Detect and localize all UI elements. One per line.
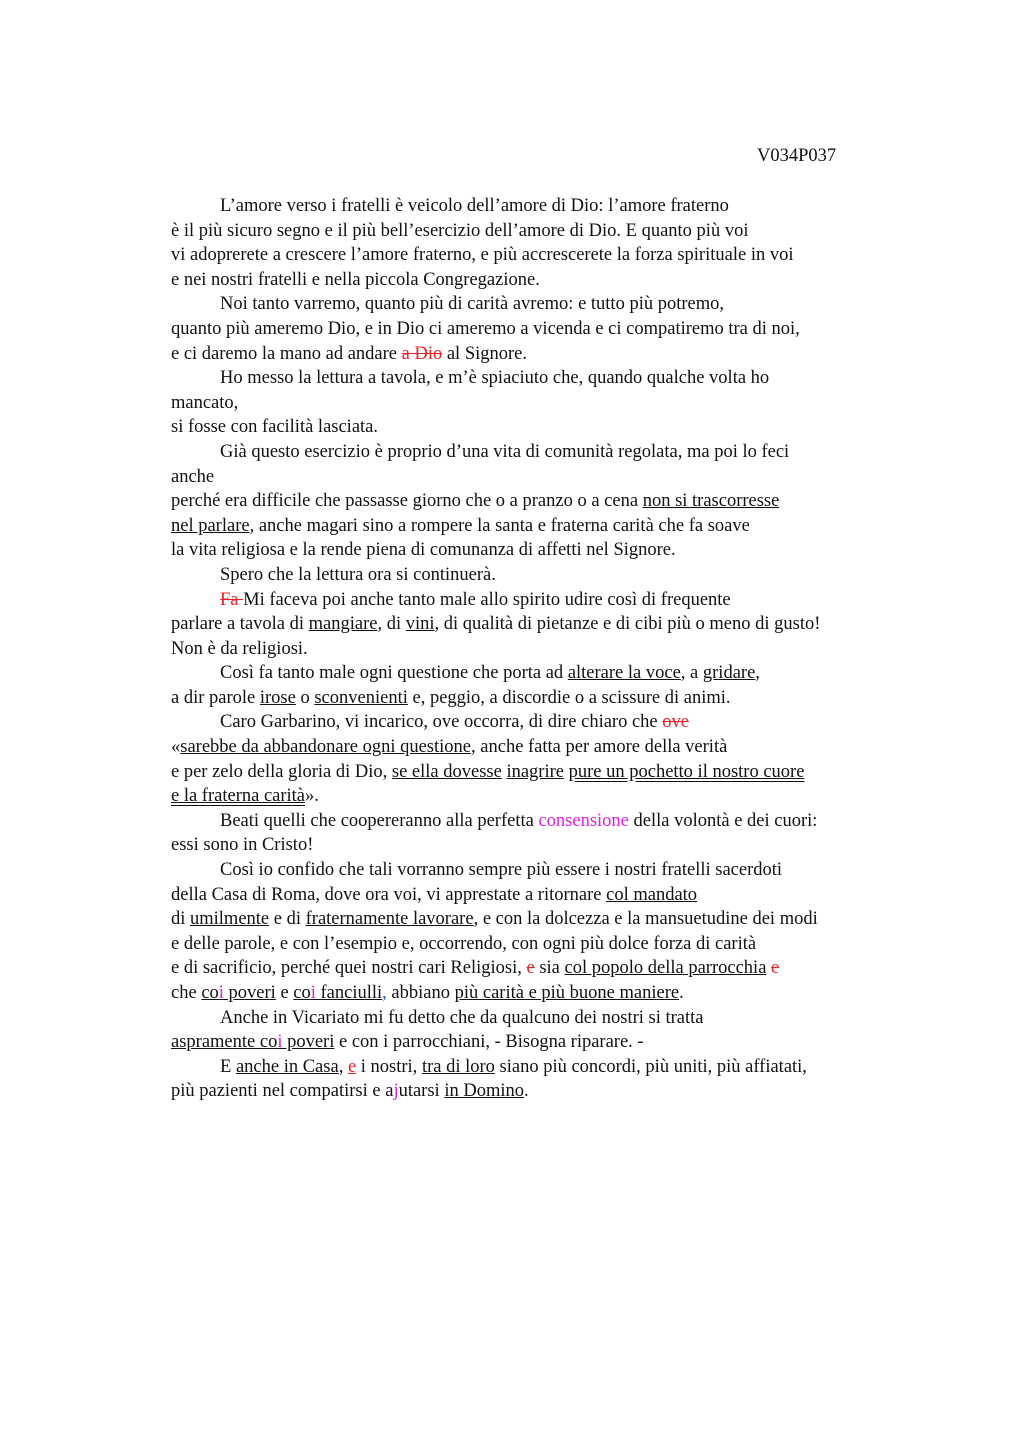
text-line: Anche in Vicariato mi fu detto che da qualcuno dei nostri si tratta <box>220 1007 704 1028</box>
deleted-text: ove <box>662 712 689 733</box>
text-line: di umilmente e di fraternamente lavorare, e con la dolcezza e la mansuetudine dei modi <box>171 909 818 930</box>
text-line: «sarebbe da abbandonare ogni questione, anche fatta per amore della verità <box>171 737 728 758</box>
highlighted-word: consensione <box>538 810 629 831</box>
text-line: Caro Garbarino, vi incarico, ove occorra, di dire chiaro che ove <box>220 712 689 733</box>
text-line: Fa Mi faceva poi anche tanto male allo spirito udire così di frequente <box>220 589 731 610</box>
double-underlined-text: e la fraterna carità <box>171 786 306 807</box>
text-line: e delle parole, e con l’esempio e, occorrendo, con ogni più dolce forza di carità <box>171 933 757 954</box>
text-line: Ho messo la lettura a tavola, e m’è spiaciuto che, quando qualche volta ho <box>220 368 770 389</box>
text-line: la vita religiosa e la rende piena di comunanza di affetti nel Signore. <box>171 540 676 561</box>
underlined-text: sarebbe da abbandonare ogni questione <box>180 737 472 758</box>
underlined-text: anche in Casa <box>235 1056 339 1077</box>
underlined-text: umilmente <box>190 909 270 930</box>
text-line: E anche in Casa, e i nostri, tra di loro siano più concordi, più uniti, più affiatati, <box>220 1056 807 1077</box>
text-line: è il più sicuro segno e il più bell’esercizio dell’amore di Dio. E quanto più voi <box>171 220 749 241</box>
text-line: Spero che la lettura ora si continuerà. <box>220 564 496 585</box>
underlined-text: irose <box>259 687 296 708</box>
text-line: Noi tanto varremo, quanto più di carità avremo: e tutto più potremo, <box>220 294 724 315</box>
underlined-text: non si trascorresse <box>642 491 780 512</box>
underlined-text: mangiare <box>308 614 378 635</box>
text-line: e per zelo della gloria di Dio, se ella dovesse inagrire pure un pochetto il nostro cuore <box>171 761 805 782</box>
deleted-text: Fa <box>220 589 244 610</box>
underlined-text: gridare <box>702 663 756 684</box>
text-line: e di sacrificio, perché quei nostri cari Religiosi, e sia col popolo della parrocchia e <box>171 958 780 979</box>
text-line: nel parlare, anche magari sino a rompere la santa e fraterna carità che fa soave <box>171 515 750 536</box>
text-line: anche <box>171 466 215 487</box>
underlined-text: col popolo della parrocchia <box>564 958 767 979</box>
inserted-text: e <box>347 1056 357 1077</box>
text-line: e ci daremo la mano ad andare a Dio al Signore. <box>171 343 527 364</box>
text-line: più pazienti nel compatirsi e ajutarsi in Domino. <box>171 1081 529 1102</box>
text-line: mancato, <box>171 392 239 413</box>
text-line: aspramente coi poveri e con i parrocchiani, - Bisogna riparare. - <box>171 1032 644 1053</box>
text-line: si fosse con facilità lasciata. <box>171 417 379 438</box>
text-line: che coi poveri e coi fanciulli, abbiano più carità e più buone maniere. <box>171 983 684 1003</box>
underlined-text: nel parlare <box>171 515 250 536</box>
deleted-text: e <box>771 958 780 979</box>
text-line: Beati quelli che coopereranno alla perfetta consensione della volontà e dei cuori: <box>220 810 818 831</box>
text-line: Così fa tanto male ogni questione che porta ad alterare la voce, a gridare, <box>220 663 760 684</box>
underlined-text: coi poveri <box>201 983 276 1003</box>
underlined-text: in Domino <box>444 1081 524 1102</box>
text-line: Così io confido che tali vorranno sempre più essere i nostri fratelli sacerdoti <box>220 860 783 881</box>
text-line: essi sono in Cristo! <box>171 835 314 856</box>
page-code: V034P037 <box>757 146 837 166</box>
text-line: quanto più ameremo Dio, e in Dio ci ameremo a vicenda e ci compatiremo tra di noi, <box>171 318 800 339</box>
underlined-text: tra di loro <box>421 1056 495 1077</box>
underlined-text: coi fanciulli <box>293 983 383 1003</box>
text-line: perché era difficile che passasse giorno che o a pranzo o a cena non si trascorresse <box>171 491 780 512</box>
text-line: e la fraterna carità». <box>171 786 319 807</box>
underlined-text: inagrire <box>506 761 564 782</box>
underlined-text: alterare la voce <box>567 663 681 684</box>
deleted-text: e <box>526 958 535 979</box>
double-underlined-text: pure un pochetto il nostro cuore <box>568 761 805 782</box>
text-line: e nei nostri fratelli e nella piccola Congregazione. <box>171 269 540 290</box>
text-line: della Casa di Roma, dove ora voi, vi apprestate a ritornare col mandato <box>171 884 698 905</box>
text-line: L’amore verso i fratelli è veicolo dell’amore di Dio: l’amore fraterno <box>220 196 729 216</box>
underlined-text: fraternamente lavorare <box>305 909 474 930</box>
text-line: a dir parole irose o sconvenienti e, peggio, a discordie o a scissure di animi. <box>171 687 731 708</box>
letter-body <box>171 194 931 1104</box>
underlined-text: vini <box>405 614 435 635</box>
underlined-text: se ella dovesse <box>391 761 502 782</box>
underlined-text: sconvenienti <box>314 687 408 708</box>
text-line: vi adoprerete a crescere l’amore fraterno, e più accrescerete la forza spirituale in voi <box>171 245 794 266</box>
text-line: Già questo esercizio è proprio d’una vita di comunità regolata, ma poi lo feci <box>220 441 790 462</box>
underlined-text: più carità e più buone maniere <box>454 983 680 1003</box>
deleted-text: a Dio <box>401 343 443 364</box>
underlined-text: aspramente coi poveri <box>171 1032 335 1053</box>
text-line: parlare a tavola di mangiare, di vini, di qualità di pietanze e di cibi più o meno di gusto! <box>171 614 821 635</box>
underlined-text: col mandato <box>606 884 698 905</box>
text-line: Non è da religiosi. <box>171 638 308 659</box>
